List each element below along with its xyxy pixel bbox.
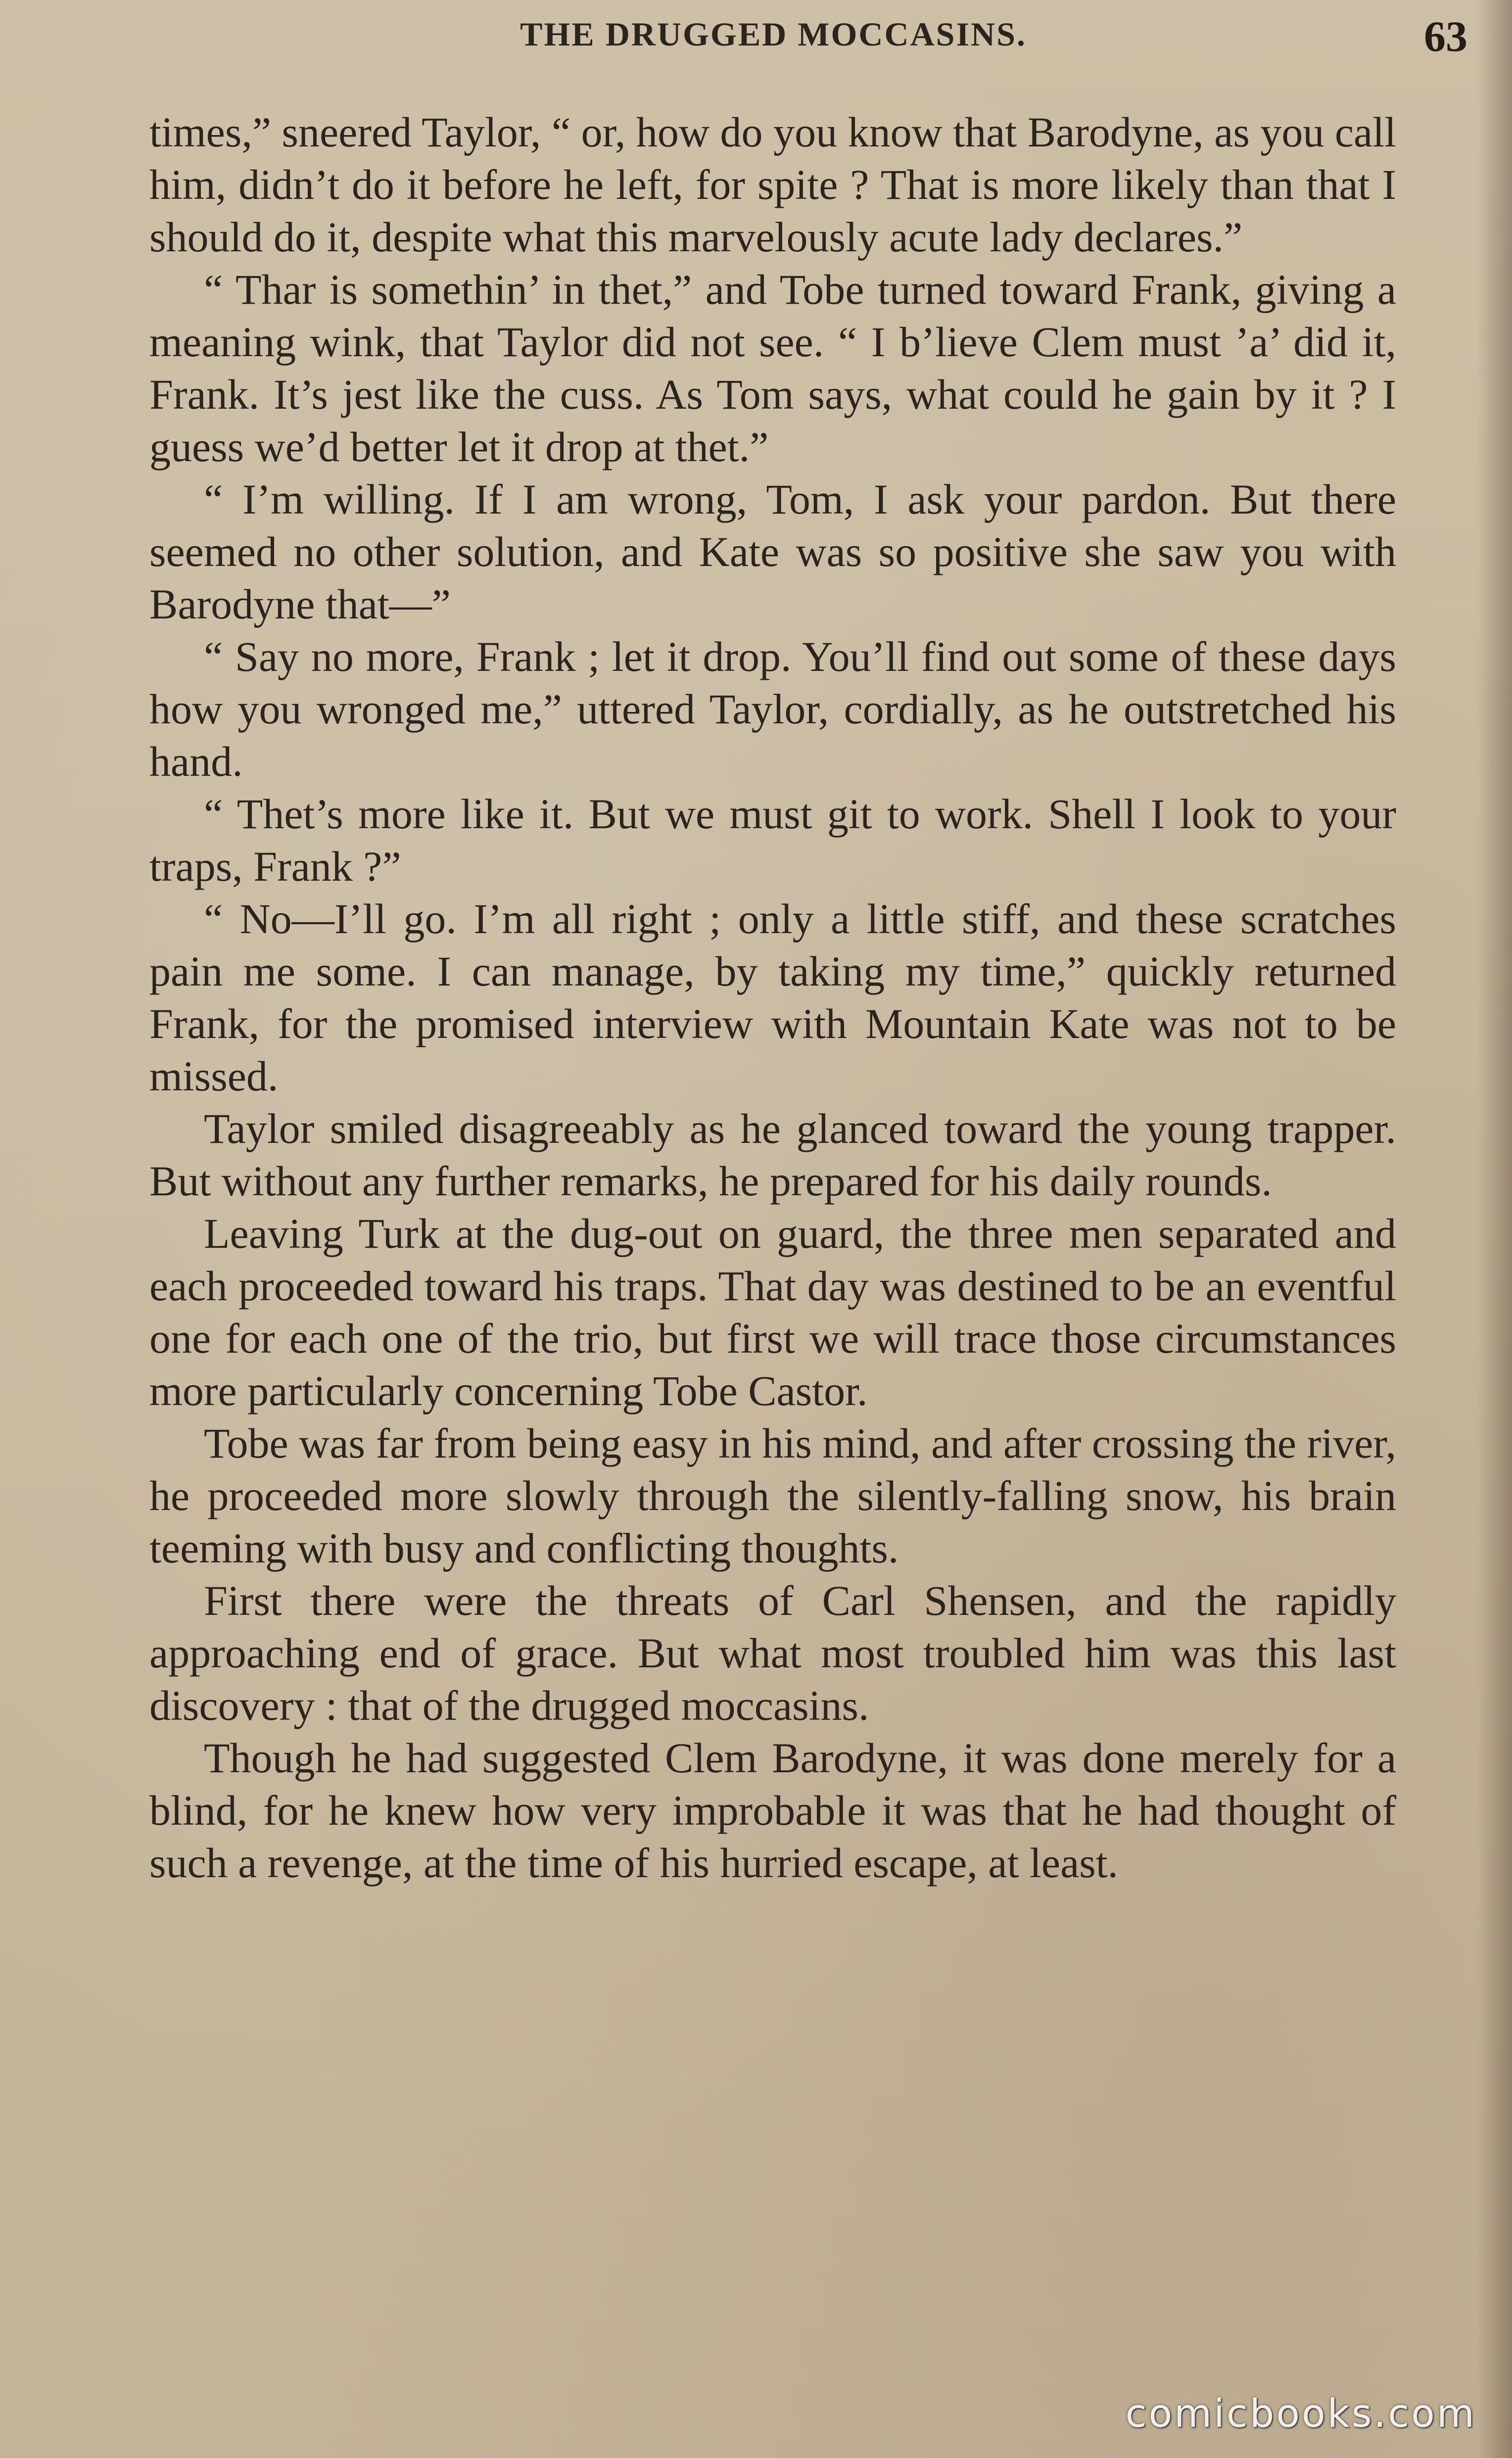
body-text	[149, 106, 1396, 1889]
paragraph-6: “ No—I’ll go. I’m all right ; only a little stiff, and these scratches pain me some. I can manage, by taking my time,” quickly returned Frank, for the promised interview with Mountain Kate was not to be missed.	[149, 895, 1396, 1100]
running-head: THE DRUGGED MOCCASINS.	[520, 15, 1027, 53]
paragraph-4: “ Say no more, Frank ; let it drop. You’ll find out some of these days how you wronged me,” uttered Taylor, cordially, as he outstretched his hand.	[149, 633, 1396, 785]
paragraph-11: Though he had suggested Clem Barodyne, it was done merely for a blind, for he knew how very improbable it was that he had thought of such a revenge, at the time of his hurried escape, at least.	[149, 1734, 1396, 1887]
paragraph-1: times,” sneered Taylor, “ or, how do you know that Barodyne, as you call him, didn’t do it before he left, for spite ? That is more likely than that I should do it, despite what this marvelously acute lady declares.”	[149, 108, 1396, 261]
watermark: comicbooks.com	[1125, 2392, 1476, 2436]
paragraph-5: “ Thet’s more like it. But we must git to work. Shell I look to your traps, Frank ?”	[149, 790, 1396, 890]
paragraph-10: First there were the threats of Carl Shensen, and the rapidly approaching end of grace. But what most troubled him was this last discovery : that of the drugged moccasins.	[149, 1577, 1396, 1729]
page-edge-shadow	[1477, 0, 1512, 2458]
page-number: 63	[1424, 13, 1467, 61]
page-header	[148, 10, 1467, 64]
paragraph-3: “ I’m willing. If I am wrong, Tom, I ask your pardon. But there seemed no other solution, and Kate was so positive she saw you with Barodyne that—”	[149, 475, 1396, 628]
paragraph-7: Taylor smiled disagreeably as he glanced toward the young trapper. But without any further remarks, he prepared for his daily rounds.	[149, 1105, 1396, 1205]
paragraph-9: Tobe was far from being easy in his mind, and after crossing the river, he proceeded more slowly through the silently-falling snow, his brain teeming with busy and conflicting thoughts.	[149, 1419, 1396, 1572]
paragraph-8: Leaving Turk at the dug-out on guard, the three men separated and each proceeded toward his traps. That day was destined to be an eventful one for each one of the trio, but first we will trace those circumstances more particularly concerning Tobe Castor.	[149, 1210, 1396, 1415]
paragraph-2: “ Thar is somethin’ in thet,” and Tobe turned toward Frank, giving a meaning wink, that Taylor did not see. “ I b’lieve Clem must ’a’ did it, Frank. It’s jest like the cuss. As Tom says, what could he gain by it ? I guess we’d better let it drop at thet.”	[149, 266, 1396, 471]
